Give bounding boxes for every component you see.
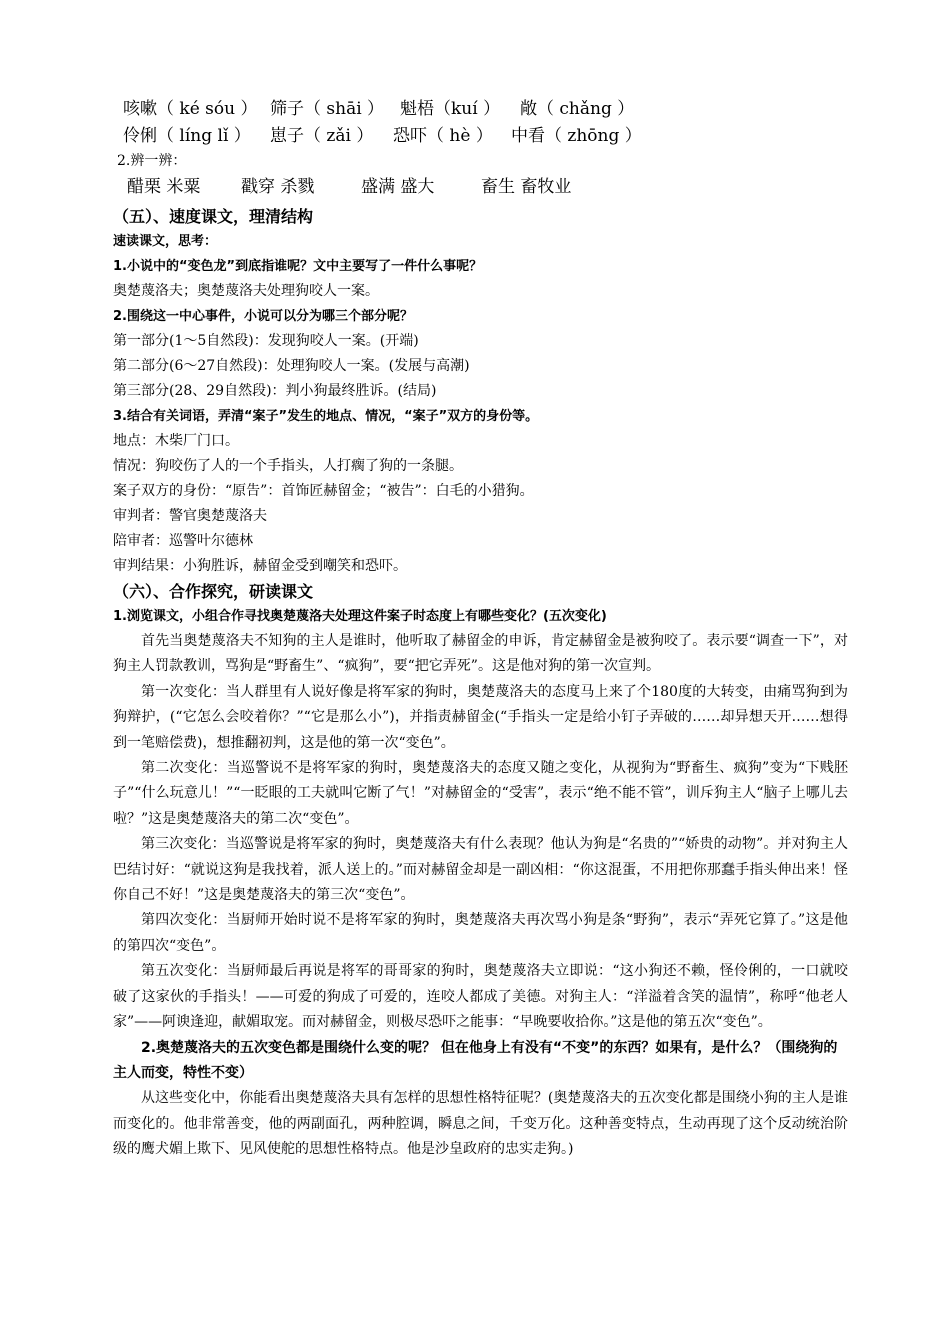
answer-3-result: 审判结果：小狗胜诉，赫留金受到嘲笑和恐吓。: [113, 558, 407, 574]
answer-2-part-1: 第一部分(1～5自然段)：发现狗咬人一案。(开端): [113, 333, 419, 349]
answer-2-part-3: 第三部分(28、29自然段)：判小狗最终胜诉。(结局): [113, 383, 437, 399]
answer-3-parties: 案子双方的身份：“原告”：首饰匠赫留金；“被告”：白毛的小猎狗。: [113, 483, 534, 499]
word-pair: 戳穿 杀戮: [241, 177, 315, 197]
pinyin-item: 敞（ chǎng ）: [520, 99, 635, 119]
pinyin-item: 筛子（ shāi ）: [270, 99, 385, 119]
answer-1: 奥楚蔑洛夫；奥楚蔑洛夫处理狗咬人一案。: [113, 283, 379, 299]
paragraph-change-5: 第五次变化：当厨师最后再说是将军的哥哥家的狗时，奥楚蔑洛夫立即说：“这小狗还不赖，怪伶俐的，一口就咬破了这家伙的手指头！——可爱的狗成了可爱的，连咬人都成了美德。对狗主人：“洋溢着含笑的温情”，称呼“他老人家”——阿谀逢迎，献媚取宠。而对赫留金，则极尽恐吓之能事：“早晚要收拾你。”这是他的第五次“变色”。: [113, 963, 848, 1031]
paragraph-change-4: 第四次变化：当厨师开始时说不是将军家的狗时，奥楚蔑洛夫再次骂小狗是条“野狗”，表示“弄死它算了。”这是他的第四次“变色”。: [113, 912, 848, 954]
paragraph-change-3: 第三次变化：当巡警说是将军家的狗时，奥楚蔑洛夫有什么表现？他认为狗是“名贵的”“娇贵的动物”。并对狗主人巴结讨好：“就说这狗是我找着，派人送上的。”而对赫留金却是一副凶相：“你这混蛋，不用把你那蠢手指头伸出来！怪你自己不好！”这是奥楚蔑洛夫的第三次“变色”。: [113, 836, 848, 904]
word-pair: 醋栗 米粟: [127, 177, 201, 197]
pinyin-item: 崽子（ zǎi ）: [270, 126, 374, 146]
section-6-question-2: 2.奥楚蔑洛夫的五次变色都是围绕什么变的呢？ 但在他身上有没有“不变”的东西？如果有，是什么？（围绕狗的主人而变，特性不变）: [113, 1039, 838, 1081]
pinyin-row-2: [113, 123, 848, 150]
question-2: 2.围绕这一中心事件，小说可以分为哪三个部分呢？: [113, 309, 413, 324]
paragraph-change-1: 第一次变化：当人群里有人说好像是将军家的狗时，奥楚蔑洛夫的态度马上来了个180度的大转变，由痛骂狗到为狗辩护，(“它怎么会咬着你？”“它是那么小”)，并指责赫留金(“手指头一定是给小钉子弄破的……却异想天开……想得到一笔赔偿费)，想推翻初判，这是他的第一次“变色”。: [113, 683, 848, 751]
pinyin-item: 恐吓（ hè ）: [393, 126, 493, 146]
answer-3-situation: 情况：狗咬伤了人的一个手指头，人打瘸了狗的一条腿。: [113, 458, 463, 474]
bian-words: [113, 172, 848, 204]
section-6-question-1: 1.浏览课文，小组合作寻找奥楚蔑洛夫处理这件案子时态度上有哪些变化？(五次变化): [113, 609, 607, 624]
paragraph-change-2: 第二次变化：当巡警说不是将军家的狗时，奥楚蔑洛夫的态度又随之变化，从视狗为“野畜生、疯狗”变为“下贱胚子”“什么玩意儿！”“一眨眼的工夫就叫它断了气！”对赫留金的“受害”，表示“绝不能不管”，训斥狗主人“脑子上哪儿去啦？”这是奥楚蔑洛夫的第二次“变色”。: [113, 760, 848, 827]
question-3: 3.结合有关词语，弄清“案子”发生的地点、情况，“案子”双方的身份等。: [113, 409, 539, 424]
section-5-title: （五）、速度课文，理清结构: [113, 207, 314, 226]
answer-3-judge: 审判者：警官奥楚蔑洛夫: [113, 508, 267, 524]
paragraph-intro: 首先当奥楚蔑洛夫不知狗的主人是谁时，他听取了赫留金的申诉，肯定赫留金是被狗咬了。表示要“调查一下”，对狗主人罚款教训，骂狗是“野畜生”、“疯狗”，要“把它弄死”。这是他对狗的第一次宣判。: [113, 633, 848, 675]
bian-title: 2.辨一辨：: [117, 153, 187, 169]
pinyin-row-1: [113, 96, 848, 123]
word-pair: 畜生 畜牧业: [481, 177, 572, 197]
word-pair: 盛满 盛大: [361, 177, 435, 197]
question-1: 1.小说中的“变色龙”到底指谁呢？文中主要写了一件什么事呢？: [113, 259, 483, 274]
answer-3-place: 地点：木柴厂门口。: [113, 433, 239, 449]
section-6-title: （六）、合作探究，研读课文: [113, 582, 314, 601]
section-5-subtitle: 速读课文，思考：: [113, 234, 218, 249]
answer-2-part-2: 第二部分(6～27自然段)：处理狗咬人一案。(发展与高潮): [113, 358, 470, 374]
pinyin-item: 魁梧（kuí ）: [400, 99, 501, 119]
answer-3-assessor: 陪审者：巡警叶尔德林: [113, 533, 253, 549]
document-page: [113, 96, 848, 1163]
pinyin-item: 伶俐（ líng lǐ ）: [123, 126, 251, 146]
pinyin-item: 中看（ zhōng ）: [511, 126, 642, 146]
pinyin-item: 咳嗽（ ké sóu ）: [123, 99, 258, 119]
paragraph-conclusion: 从这些变化中，你能看出奥楚蔑洛夫具有怎样的思想性格特征呢？(奥楚蔑洛夫的五次变化都是围绕小狗的主人是谁而变化的。他非常善变，他的两副面孔，两种腔调，瞬息之间，千变万化。这种善变特点，生动再现了这个反动统治阶级的鹰犬媚上欺下、见风使舵的思想性格特点。他是沙皇政府的忠实走狗。): [113, 1090, 848, 1158]
